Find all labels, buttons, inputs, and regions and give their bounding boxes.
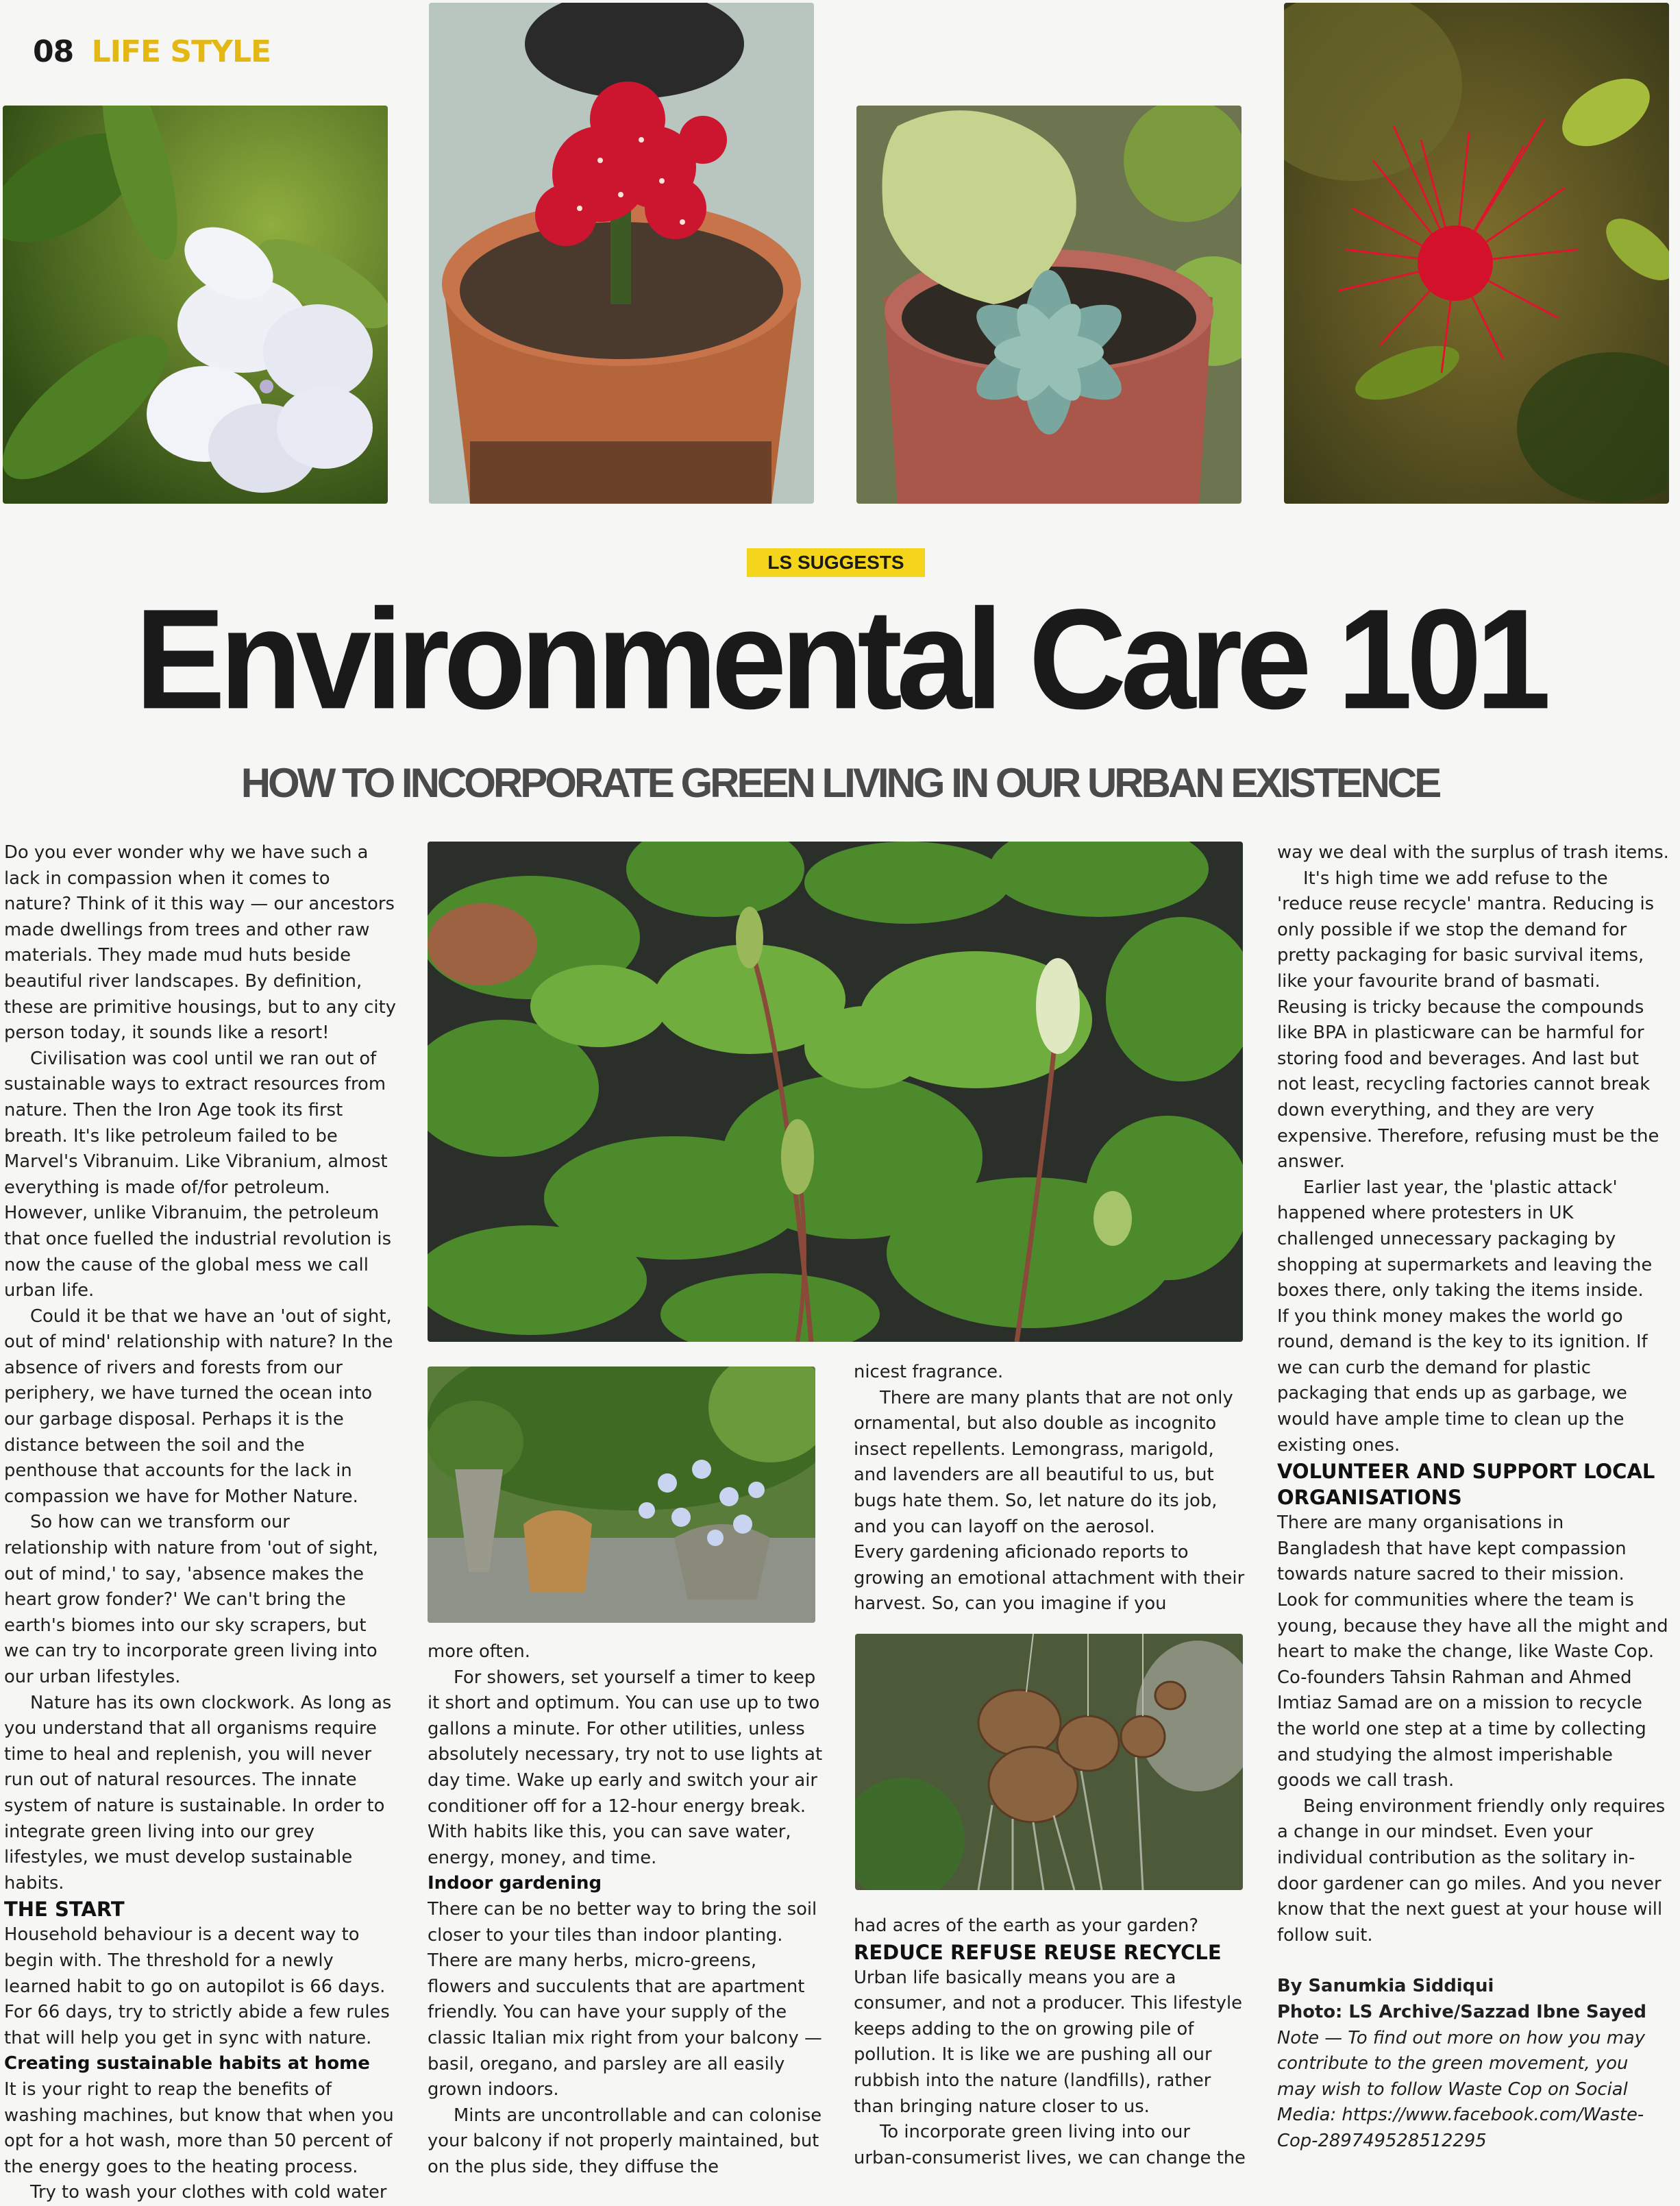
water-lily-pond-photo bbox=[428, 842, 1243, 1342]
paragraph: Could it be that we have an 'out of sight, out of mind' relationship with nature? In the absence of rivers and forests from our periphery, we have turned the ocean into our garbage disposal. Perhaps it is the distance between the soil and the penthouse that accounts for the lack in compassion we have for Mother Nature. bbox=[4, 1306, 393, 1507]
white-periwinkle-photo bbox=[3, 106, 388, 504]
paragraph: Nature has its own clockwork. As long as you understand that all organisms require time to heal and replenish, you will never run out of natural resources. The innate system of nature is sustainable. In order to integrate green living into our grey lifestyles, we must develop sustainable habits. bbox=[4, 1692, 392, 1894]
potted-garden-photo bbox=[428, 1367, 815, 1623]
paragraph: So how can we transform our relationship with nature from 'out of sight, out of mind,' to say, 'absence makes the heart grow fonder?' We can't bring the earth's biomes into our sky scrapers, but we can try to incorporate green living into our urban lifestyles. bbox=[4, 1512, 378, 1687]
section-heading: REDUCE REFUSE REUSE RECYCLE bbox=[854, 1940, 1222, 1964]
photo-credit: Photo: LS Archive/Sazzad Ibne Sayed bbox=[1277, 2001, 1647, 2022]
paragraph: It is your right to reap the benefits of washing machines, but know that when you opt for a hot wash, more than 50 percent of the energy goes to the heating process. bbox=[4, 2079, 394, 2177]
article-column-3-top bbox=[854, 1360, 1246, 1617]
spacer bbox=[1277, 1948, 1669, 1974]
paragraph: There can be no better way to bring the soil closer to your tiles than indoor planting. There are many herbs, micro-greens, flowers and succulents that are apartment friendly. You can have your supply of the classic Italian mix right from your balcony — basil, oregano, and parsley are all easily grown indoors. bbox=[428, 1898, 822, 2100]
section-heading: VOLUNTEER AND SUPPORT LOCAL ORGANISATIONS bbox=[1277, 1460, 1655, 1510]
kicker-label: LS SUGGESTS bbox=[747, 548, 925, 577]
paragraph: Every gardening aficionado reports to growing an emotional attachment with their harvest. So, can you imagine if you bbox=[854, 1542, 1245, 1615]
footnote: Note — To find out more on how you may contribute to the green movement, you may wish to follow Waste Cop on Social Media: https://www.facebook.com/Waste-Cop-289749528512295 bbox=[1277, 2027, 1646, 2151]
subsection-heading: Creating sustainable habits at home bbox=[4, 2053, 370, 2074]
article-column-2 bbox=[428, 1639, 825, 2180]
paragraph: Earlier last year, the 'plastic attack' happened where protesters in UK challenged unnecessary packaging by shopping at supermarkets and leaving the boxes there, only taking the items inside. bbox=[1277, 1177, 1653, 1301]
page-number: 08 bbox=[33, 34, 74, 69]
red-powderpuff-flower-photo bbox=[1284, 3, 1669, 504]
subheadline: HOW TO INCORPORATE GREEN LIVING IN OUR URBAN EXISTENCE bbox=[240, 760, 1440, 806]
paragraph: had acres of the earth as your garden? bbox=[854, 1915, 1199, 1936]
paragraph: It's high time we add refuse to the 'reduce reuse recycle' mantra. Reducing is only possible if we stop the demand for pretty packaging for basic survival items, like your favourite brand of basmati. Reusing is tricky because the compounds like BPA in plasticware can be harmful for storing food and beverages. And last but not least, recycling factories cannot break down everything, and they are very expensive. Therefore, refusing must be the answer. bbox=[1277, 868, 1659, 1173]
article-column-1 bbox=[4, 840, 396, 2206]
subsection-heading: Indoor gardening bbox=[428, 1873, 602, 1894]
paragraph: To incorporate green living into our urban-consumerist lives, we can change the bbox=[854, 2122, 1246, 2168]
paragraph: way we deal with the surplus of trash items. bbox=[1277, 842, 1669, 863]
byline: By Sanumkia Siddiqui bbox=[1277, 1976, 1494, 1997]
paragraph: For showers, set yourself a timer to keep it short and optimum. You can use up to two gallons a minute. For other utilities, unless absolutely necessary, try not to use lights at day time. Wake up early and switch your air conditioner off for a 12-hour energy break. With habits like this, you can save water, energy, money, and time. bbox=[428, 1667, 823, 1868]
paragraph: If you think money makes the world go round, demand is the key to its ignition. If we can curb the demand for plastic packaging that ends up as garbage, we would have ample time to clean up the existing ones. bbox=[1277, 1306, 1648, 1456]
paragraph: There are many organisations in Bangladesh that have kept compassion towards nature sacred to their mission. Look for communities where the team is young, because they have all the might and heart to make the change, like Waste Cop. Co-founders Tahsin Rahman and Ahmed Imtiaz Samad are on a mission to recycle the world one step at a time by collecting and studying the almost imperishable goods we call trash. bbox=[1277, 1512, 1668, 1791]
paragraph: Household behaviour is a decent way to begin with. The threshold for a newly learned habit to go on autopilot is 66 days. For 66 days, try to strictly abide a few rules that will help you get in sync with nature. bbox=[4, 1924, 390, 2048]
succulent-pot-photo bbox=[856, 106, 1242, 504]
paragraph: Urban life basically means you are a consumer, and not a producer. This lifestyle keeps adding to the on growing pile of pollution. It is like we are pushing all our rubbish into the nature (landfills), rather than bringing nature closer to us. bbox=[854, 1967, 1242, 2117]
paragraph: nicest fragrance. bbox=[854, 1362, 1004, 1382]
article-column-4 bbox=[1277, 840, 1669, 2155]
red-cactus-photo bbox=[429, 3, 814, 504]
hanging-air-plants-photo bbox=[855, 1634, 1243, 1890]
paragraph: Try to wash your clothes with cold water bbox=[30, 2182, 387, 2203]
paragraph: Mints are uncontrollable and can colonise your balcony if not properly maintained, but on the plus side, they diffuse the bbox=[428, 2105, 822, 2177]
paragraph: Do you ever wonder why we have such a lack in compassion when it comes to nature? Think of it this way — our ancestors made dwellings from trees and other raw materials. They made mud huts beside beautiful river landscapes. By definition, these are primitive housings, but to any city person today, it sounds like a resort! bbox=[4, 842, 396, 1044]
section-heading: THE START bbox=[4, 1898, 125, 1922]
paragraph: Being environment friendly only requires a change in our mindset. Even your individual contribution as the solitary in-door gardener can go miles. And you never know that the next guest at your house will follow suit. bbox=[1277, 1796, 1666, 1946]
headline: Environmental Care 101 bbox=[135, 579, 1545, 739]
page-header bbox=[33, 34, 271, 69]
paragraph: Civilisation was cool until we ran out of sustainable ways to extract resources from nature. Then the Iron Age took its first breath. It's like petroleum failed to be Marvel's Vibranuim. Like Vibranium, almost everything is made of/for petroleum. However, unlike Vibranuim, the petroleum that once fuelled the industrial revolution is now the cause of the global mess we call urban life. bbox=[4, 1048, 392, 1301]
paragraph: There are many plants that are not only ornamental, but also double as incognito insect repellents. Lemongrass, marigold, and lavenders are all beautiful to us, but bugs hate them. So, let nature do its job, and you can layoff on the aerosol. bbox=[854, 1387, 1233, 1537]
section-name: LIFE STYLE bbox=[91, 34, 271, 69]
paragraph: more often. bbox=[428, 1641, 530, 1662]
article-column-3-bottom bbox=[854, 1913, 1246, 2171]
